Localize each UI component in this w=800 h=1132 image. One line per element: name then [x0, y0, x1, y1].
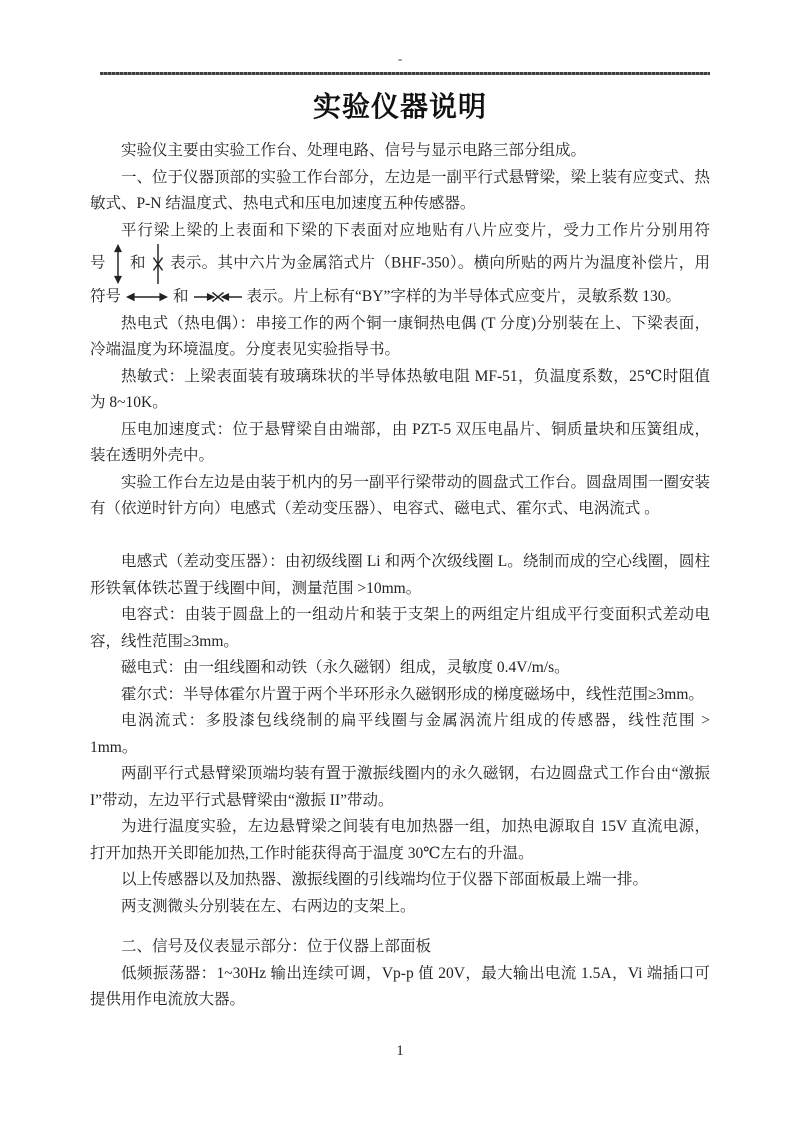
- paragraph-thermistor: 热敏式：上梁表面装有玻璃珠状的半导体热敏电阻 MF-51，负温度系数，25℃时阻值为 8~10K。: [90, 367, 710, 411]
- paragraph-heater: 为进行温度实验，左边悬臂梁之间装有电加热器一组，加热电源取自 15V 直流电源，打开加热开关即能加热,工作时能获得高于温度 30℃左右的升温。: [90, 818, 710, 862]
- paragraph-lead-terminals: 以上传感器以及加热器、激振线圈的引线端均位于仪器下部面板最上端一排。: [121, 871, 649, 888]
- strain-symbols-line-3: [90, 284, 710, 311]
- paragraph-section-1: 一、位于仪器顶部的实验工作台部分，左边是一副平行式悬臂梁，梁上装有应变式、热敏式、P-N 结温度式、热电式和压电加速度五种传感器。: [90, 168, 711, 212]
- paragraph-strain-symbols: [90, 218, 710, 311]
- paragraph-magnetoelectric: 磁电式：由一组线圈和动铁（永久磁钢）组成，灵敏度 0.4V/m/s。: [121, 659, 570, 676]
- paragraph-section-2: 二、信号及仪表显示部分：位于仪器上部面板: [121, 938, 432, 955]
- paragraph-inductive: 电感式（差动变压器）：由初级线圈 Li 和两个次级线圈 L。绕制而成的空心线圈，圆柱形铁氧体铁芯置于线圈中间，测量范围 >10mm。: [90, 553, 710, 597]
- strain-text: 平行梁上梁的上表面和下梁的下表面对应地贴有八片应变片，受力工作片分别用符: [121, 221, 710, 239]
- strain-text: 表示。片上标有“BY”字样的为半导体式应变片，灵敏系数 130。: [246, 288, 681, 305]
- strain-text: 和: [173, 288, 189, 305]
- strain-symbols-line-1: [90, 218, 710, 245]
- horizontal-converging-arrows-icon: [194, 291, 242, 303]
- paragraph-oscillator: 低频振荡器：1~30Hz 输出连续可调，Vp-p 值 20V，最大输出电流 1.5A，Vi 端插口可提供用作电流放大器。: [90, 964, 710, 1008]
- paragraph-disc-worktable: 实验工作台左边是由装于机内的另一副平行梁带动的圆盘式工作台。圆盘周围一圈安装有（依逆时针方向）电感式（差动变压器）、电容式、磁电式、霍尔式、电涡流式 。: [90, 473, 711, 517]
- strain-text: 符号: [90, 288, 122, 305]
- document-content: [90, 88, 710, 1014]
- horizontal-double-arrow-icon: [126, 291, 168, 303]
- header-dash: -: [397, 51, 403, 66]
- strain-symbols-line-2: [90, 244, 710, 284]
- strain-text: 表示。其中六片为金属箔式片（BHF-350）。横向所贴的两片为温度补偿片，用: [169, 254, 710, 272]
- paragraph-intro: 实验仪主要由实验工作台、处理电路、信号与显示电路三部分组成。: [121, 142, 587, 159]
- paragraph-capacitive: 电容式：由装于圆盘上的一组动片和装于支架上的两组定片组成平行变面积式差动电容，线性范围≥3mm。: [90, 606, 710, 650]
- paragraph-exciters: 两副平行式悬臂梁顶端均装有置于激振线圈内的永久磁钢，右边圆盘式工作台由“激振 I”带动，左边平行式悬臂梁由“激振 II”带动。: [90, 765, 710, 809]
- header-rule: [100, 72, 710, 75]
- vertical-converging-arrows-icon: [151, 244, 165, 284]
- paragraph-piezo-accelerometer: 压电加速度式：位于悬臂梁自由端部，由 PZT-5 双压电晶片、铜质量块和压簧组成，装在透明外壳中。: [90, 420, 710, 464]
- paragraph-micrometer-heads: 两支测微头分别装在左、右两边的支架上。: [121, 897, 416, 915]
- strain-text: 号: [90, 254, 106, 272]
- paragraph-thermocouple: 热电式（热电偶）：串接工作的两个铜一康铜热电偶 (T 分度)分别装在上、下梁表面，冷端温度为环境温度。分度表见实验指导书。: [90, 314, 710, 358]
- page-number: 1: [396, 1043, 404, 1059]
- paragraph-hall: 霍尔式：半导体霍尔片置于两个半环形永久磁钢形成的梯度磁场中，线性范围≥3mm。: [121, 685, 704, 703]
- paragraph-eddy-current: 电涡流式：多股漆包线绕制的扁平线圈与金属涡流片组成的传感器，线性范围 > 1mm。: [90, 712, 710, 756]
- page-title: 实验仪器说明: [312, 91, 487, 122]
- strain-text: 和: [129, 254, 146, 272]
- vertical-double-arrow-icon: [111, 244, 125, 284]
